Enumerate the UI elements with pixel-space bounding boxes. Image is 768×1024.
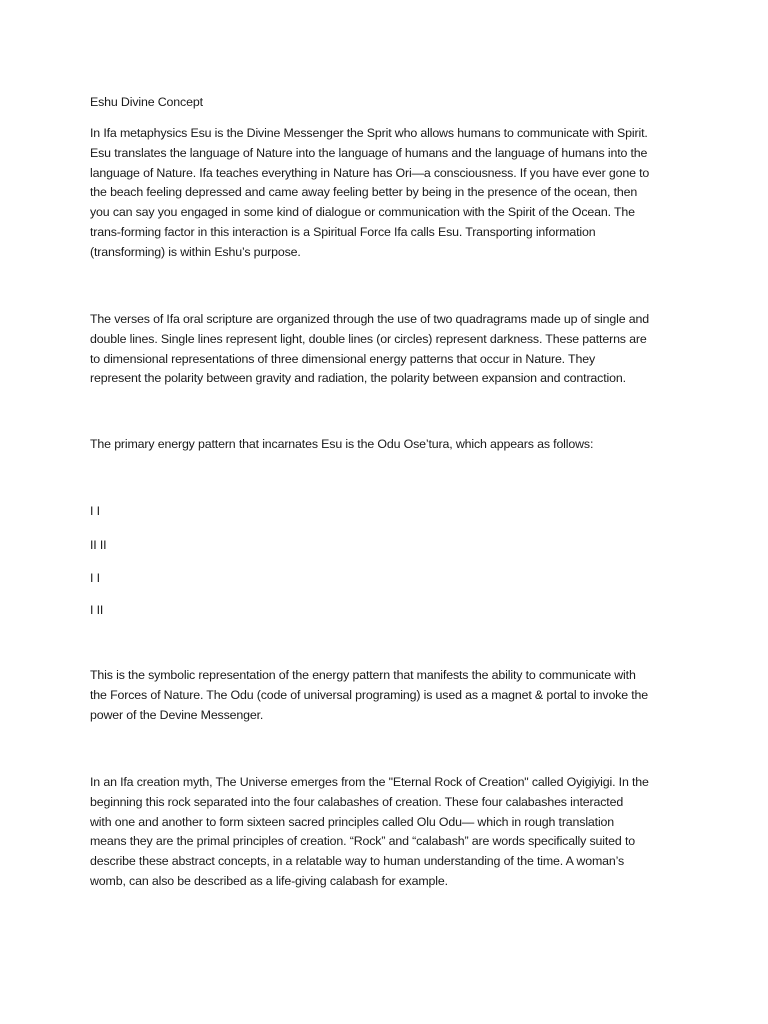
paragraph-symbolic-representation — [90, 666, 690, 725]
paragraph-esu-messenger — [90, 124, 690, 263]
text-line: In an Ifa creation myth, The Universe emerges from the "Eternal Rock of Creation" called Oyigiyigi. In the — [90, 775, 649, 789]
paragraph-creation-myth — [90, 773, 690, 892]
quadragram-mark: I II — [90, 603, 104, 617]
text-line: with one and another to form sixteen sacred principles called Olu Odu— which in rough translation — [90, 814, 615, 829]
quadragram-mark: I I — [90, 504, 100, 518]
text-line: describe these abstract concepts, in a relatable way to human understanding of the time. A woman’s — [90, 854, 625, 869]
text-line: In Ifa metaphysics Esu is the Divine Messenger the Sprit who allows humans to communicate with Spirit. — [90, 126, 648, 140]
quadragram-mark: II II — [90, 538, 107, 552]
text-line: Esu translates the language of Nature into the language of humans and the language of humans into the — [90, 145, 648, 160]
text-line: trans-forming factor in this interaction is a Spiritual Force Ifa calls Esu. Transporting information — [90, 224, 596, 239]
text-line: means they are the primal principles of creation. “Rock” and “calabash” are words specifically suited to — [90, 834, 635, 849]
text-line: to dimensional representations of three dimensional energy patterns that occur in Nature. They — [90, 351, 595, 366]
quadragram-line-3 — [90, 569, 690, 589]
text-line: This is the symbolic representation of the energy pattern that manifests the ability to communicate with — [90, 668, 636, 682]
text-line: (transforming) is within Eshu’s purpose. — [90, 244, 301, 259]
title-text: Eshu Divine Concept — [90, 95, 203, 109]
text-line: The verses of Ifa oral scripture are organized through the use of two quadragrams made up of single and — [90, 312, 649, 326]
quadragram-line-1 — [90, 502, 690, 522]
quadragram-line-2 — [90, 536, 690, 556]
quadragram-line-4 — [90, 601, 690, 621]
text-line: represent the polarity between gravity and radiation, the polarity between expansion and contraction. — [90, 371, 626, 386]
text-line: power of the Devine Messenger. — [90, 707, 264, 722]
text-line: language of Nature. Ifa teaches everything in Nature has Ori—a consciousness. If you have ever gone to — [90, 165, 650, 180]
text-line: womb, can also be described as a life-giving calabash for example. — [90, 873, 448, 888]
text-line: beginning this rock separated into the four calabashes of creation. These four calabashes interacted — [90, 794, 624, 809]
quadragram-mark: I I — [90, 571, 100, 585]
text-line: The primary energy pattern that incarnates Esu is the Odu Ose’tura, which appears as follows: — [90, 437, 594, 451]
text-line: you can say you engaged in some kind of dialogue or communication with the Spirit of the Ocean. The — [90, 205, 635, 220]
text-line: double lines. Single lines represent light, double lines (or circles) represent darkness. These patterns are — [90, 331, 647, 346]
text-line: the Forces of Nature. The Odu (code of universal programing) is used as a magnet & portal to invoke the — [90, 687, 649, 702]
paragraph-quadragrams — [90, 310, 690, 389]
paragraph-odu-osetura — [90, 435, 690, 455]
text-line: the beach feeling depressed and came away feeling better by being in the presence of the ocean, then — [90, 185, 638, 200]
document-title — [90, 93, 690, 113]
